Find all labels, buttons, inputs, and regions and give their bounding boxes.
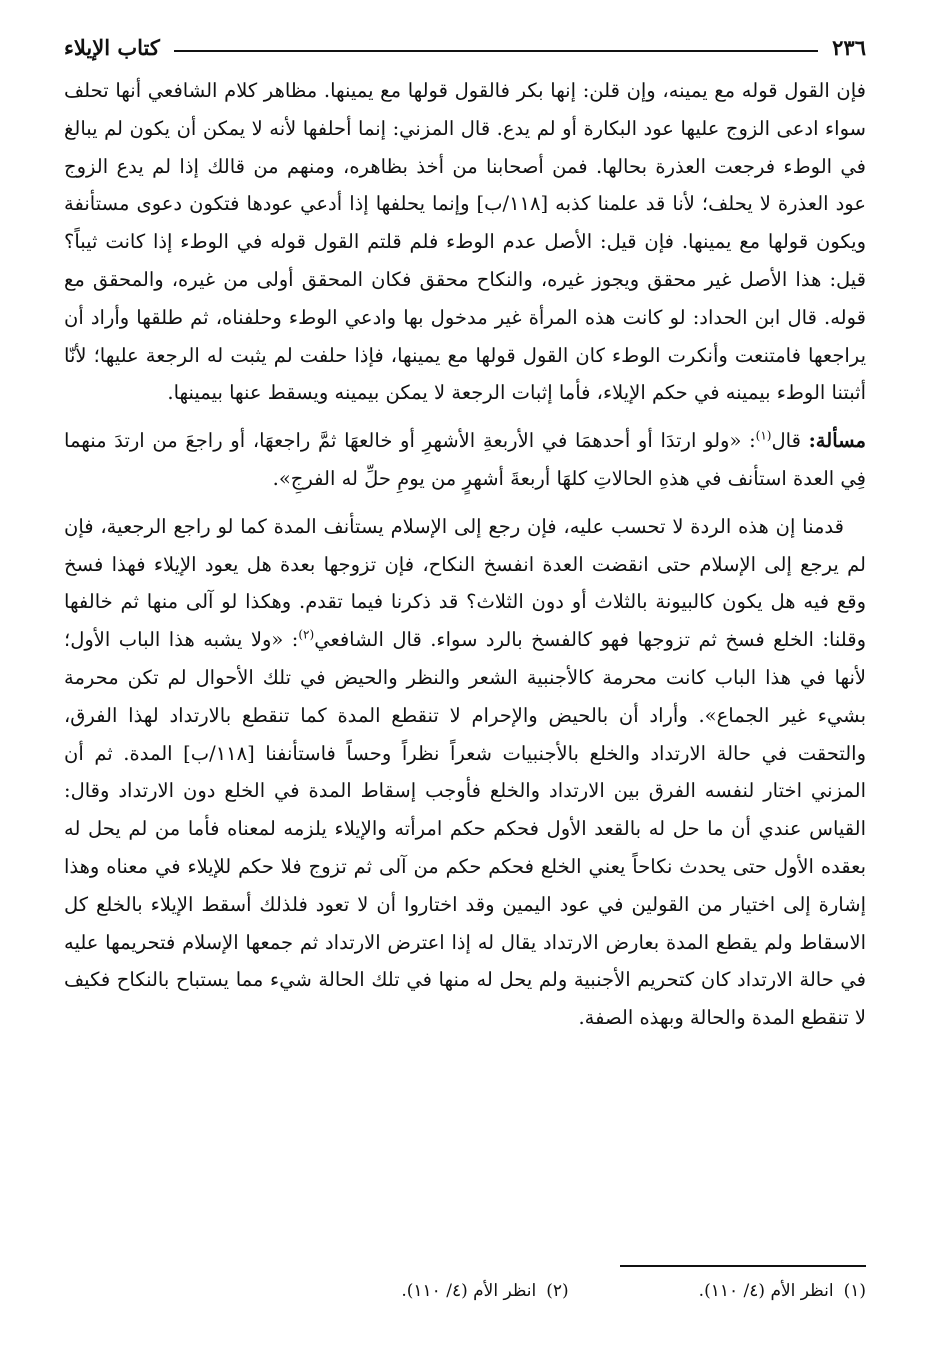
footnote-2 (401, 1278, 568, 1304)
footnote-2-text: انظر الأم (٤/ ١١٠). (401, 1281, 537, 1301)
page-number: ٢٣٦ (832, 35, 866, 60)
footnote-ref-2[interactable]: (٢) (298, 627, 315, 642)
chapter-title: كتاب الإيلاء (64, 35, 160, 60)
footnote-separator (620, 1265, 866, 1267)
issue-quote: : «ولو ارتدَا أو أحدهمَا في الأربعةِ الأشهرِ أو خالعهَا ثمَّ راجعهَا، أو راجعَ من ارتدَ منهما فِي العدة استأنف في هذهِ الحالاتِ كلهَا أربعةَ أشهرٍ من يومِ حلِّ له الفرجِ». (64, 429, 866, 490)
footnote-1-text: انظر الأم (٤/ ١١٠). (698, 1281, 834, 1301)
header-rule (174, 50, 818, 52)
footnote-1-number: (١) (843, 1281, 866, 1301)
footnote-2-number: (٢) (546, 1281, 569, 1301)
paragraph-issue (64, 422, 866, 498)
footnote-1 (699, 1278, 866, 1304)
issue-intro: قال (771, 429, 809, 453)
paragraph-1: فإن القول قوله مع يمينه، وإن قلن: إنها بكر فالقول قولها مع يمينها. مظاهر كلام الشافعي أنها تحلف سواء ادعى الزوج عليها عود البكارة أو لم يدع. قال المزني: إنما أحلفها لأنه لا يمكن أن يكون لم يبالغ في الوطء فرجعت العذرة بحالها. فمن أصحابنا من أخذ بظاهره، ومنهم من قالك إذا لم يدع الزوج عود العذرة لا يحلف؛ لأنا قد علمنا كذبه [١١٨/ب] وإنما يحلفها إذا أدعي عودها فتكون دعوى مستأنفة ويكون قولها مع يمينها. فإن قيل: الأصل عدم الوطء فلم قلتم القول قوله في الوطء إذا كانت ثيباً؟ قيل: هذا الأصل غير محقق ويجوز غيره، والنكاح محقق فكان المحقق أولى من غيره، والمحقق مع قوله. قال ابن الحداد: لو كانت هذه المرأة غير مدخول بها وادعي الوطء وحلفناه، ثم طلقها وأراد أن يراجعها فامتنعت وأنكرت الوطء كان القول قولها مع يمينها، فإذا حلفت لم يثبت له الرجعة عليها؛ لأنّا أثبتنا الوطء بيمينه في حكم الإيلاء، فأما إثبات الرجعة لا يمكن بيمينه ويسقط عنها بيمينها. (64, 79, 866, 405)
main-text (64, 72, 866, 1037)
paragraph-3 (64, 508, 866, 1037)
issue-label: مسألة: (808, 429, 866, 453)
footnotes (64, 1278, 866, 1304)
paragraph-3-part-1: قدمنا إن هذه الردة لا تحسب عليه، فإن رجع إلى الإسلام يستأنف المدة كما لو راجع الرجعية، فإن لم يرجع إلى الإسلام حتى انقضت العدة انفسخ النكاح، فإن تزوجها بعدة هل يعود الإيلاء فهذا فسخ وقع فيه هل يكون كالبيونة بالثلاث أو دون الثلاث؟ قد ذكرنا فيما تقدم. وهكذا لو آلى منها ثم خالفها وقلنا: الخلع فسخ ثم تزوجها فهو كالفسخ بالرد سواء. قال الشافعي (64, 514, 867, 652)
running-header (64, 28, 866, 64)
paragraph-3-part-2: : «ولا يشبه هذا الباب الأول؛ لأنها في هذا الباب كانت محرمة كالأجنبية الشعر والنظر والحيض في تلك الأحوال لم تكن محرمة بشيء غير الجماع». وأراد أن بالحيض والإحرام لا تنقطع المدة كما تنقطع بالارتداد لهذا الفرق، والتحقت في حالة الارتداد والخلع بالأجنبيات شعراً نظراً وحساً فاستأنفنا [١١٨/ب] المدة. ثم أن المزني اختار لنفسه الفرق بين الارتداد والخلع فأوجب إسقاط المدة في الخلع دون الارتداد وقال: القياس عندي أن ما حل له بالقعد الأول فحكم حكم امرأته والإيلاء يلزمه لمعناه فأما من لم يحل له بعقده الأول حتى يحدث نكاحاً يعني الخلع فحكم حكم من آلى ثم تزوج فلا حكم للإيلاء في معناه وهذا إشارة إلى اختيار من القولين في عود اليمين وقد اختاروا أن لا تعود فلذلك أسقط الإيلاء بالخلع كل الاسقاط ولم يقطع المدة بعارض الارتداد يقال له إذا اعترض الارتداد ثم جمعها الإسلام فتحريمها عليه في حالة الارتداد كان كتحريم الأجنبية ولم يحل له منها في تلك الحالة شيء مما يستباح بالنكاح فكيف لا تنقطع المدة والحالة وبهذه الصفة. (64, 628, 867, 1030)
footnote-ref-1[interactable]: (١) (755, 428, 772, 443)
